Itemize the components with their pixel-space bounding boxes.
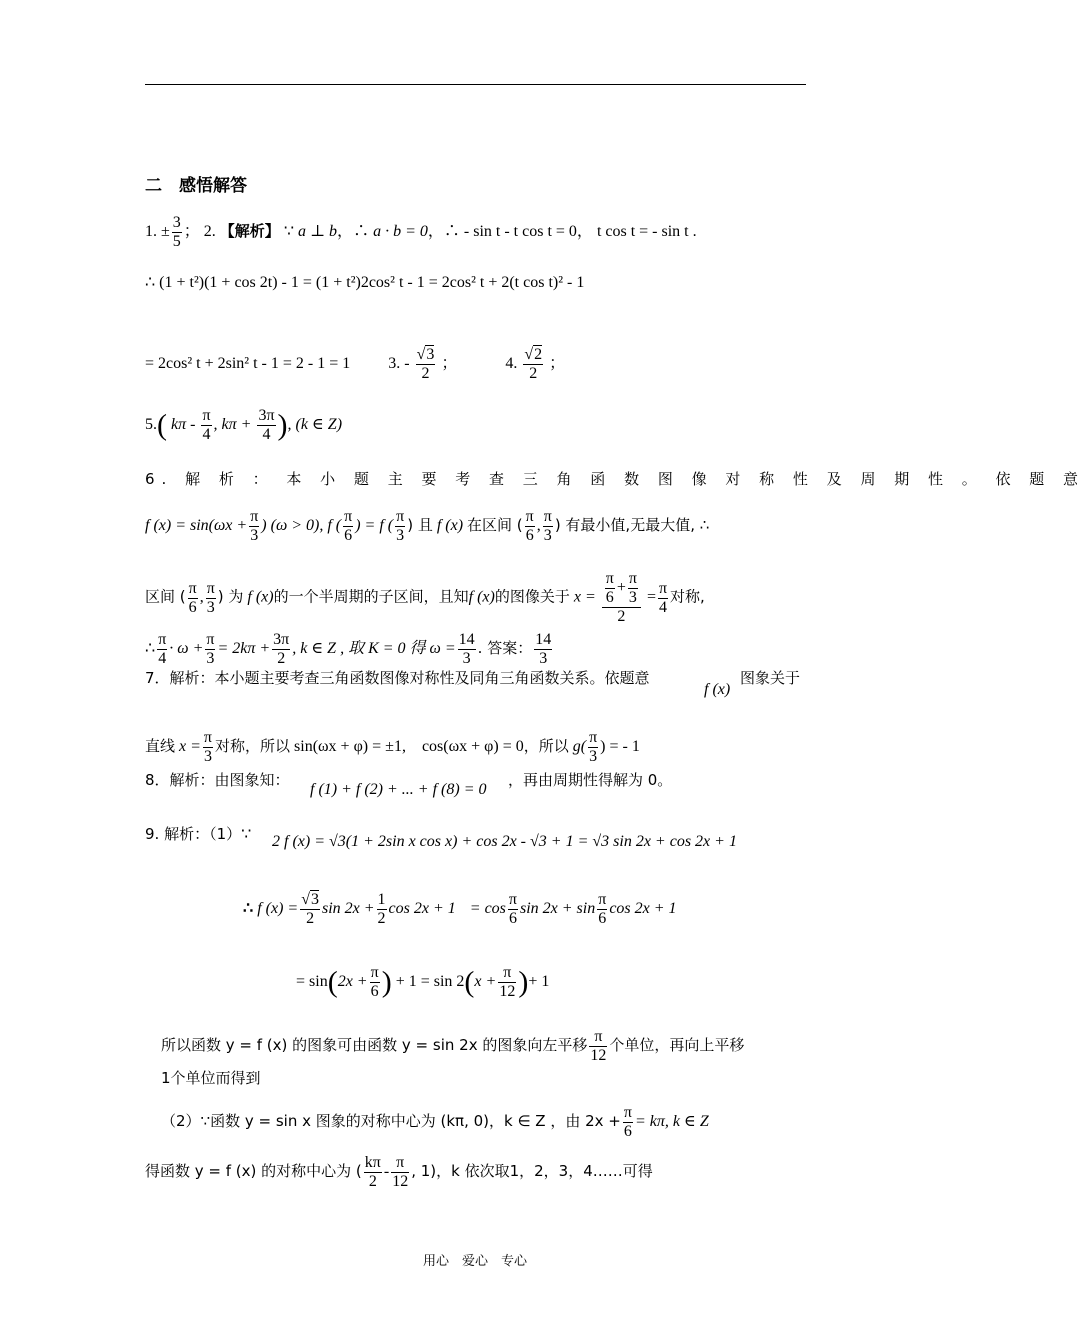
header-rule bbox=[145, 84, 806, 85]
q9-para2: 1个单位而得到 bbox=[161, 1069, 261, 1087]
q9-line2: ∴ f (x) = $\frac{√3}{2}$ sin 2x + $\frac{1}{2}$ cos 2x + 1 = cos $\frac{\pi}{6}$ sin 2x + sin $\frac{\pi}{6}$ cos 2x + 1 bbox=[243, 891, 677, 927]
q7-line2: 直线 x = $\frac{\pi}{3}$ 对称，所以 sin(ωx + φ) = ±1, cos(ωx + φ) = 0，所以 g( $\frac{\pi}{3}$ ) = - 1 bbox=[145, 729, 640, 765]
q8-tail: ，再由周期性得解为 0。 bbox=[508, 771, 673, 789]
q9-para4: 得函数 y = f (x) 的对称中心为 ( $\frac{k\pi}{2}$ - $\frac{\pi}{12}$ , 1)，k 依次取1，2，3，4……可得 bbox=[145, 1154, 653, 1190]
q9-para1: 所以函数 y = f (x) 的图象可由函数 y = sin 2x 的图象向左平移 $\frac{\pi}{12}$ 个单位，再向上平移 bbox=[161, 1028, 745, 1064]
q6-intro: 6. 解 析 ： 本 小 题 主 要 考 查 三 角 函 数 图 像 对 称 性 及 周 期 性 。 依 题 意 bbox=[145, 470, 1085, 488]
q4-answer-fraction: $\frac{√2}{2}$ bbox=[524, 346, 543, 382]
q9-intro: 9. 解析：（1）∵ bbox=[145, 825, 252, 843]
q6-line4: ∴ $\frac{\pi}{4}$ · ω + $\frac{\pi}{3}$ = 2kπ + $\frac{3\pi}{2}$ , k ∈ Z , 取 K = 0 得 ω = $\frac{14}{3}$ . 答案： $\frac{14}{3}$ bbox=[145, 631, 552, 667]
q8-eq: f (1) + f (2) + ... + f (8) = 0 bbox=[310, 781, 487, 798]
q1-answer-fraction: $\frac{3}{5}$ bbox=[172, 214, 181, 250]
q5-line: 5.( kπ - $\frac{\pi}{4}$ , kπ + $\frac{3\pi}{4}$ ), (k ∈ Z) bbox=[145, 407, 343, 443]
q2-q4-line: = 2cos² t + 2sin² t - 1 = 2 - 1 = 1 3. - $\frac{√3}{2}$ ； 4. $\frac{√2}{2}$ ； bbox=[145, 346, 566, 382]
q6-answer: $\frac{14}{3}$ bbox=[535, 631, 552, 667]
q8-line: 8．解析：由图象知： bbox=[145, 771, 290, 789]
q6-line2: f (x) = sin(ωx + $\frac{\pi}{3}$ ) (ω > 0), f ( $\frac{\pi}{6}$ ) = f ( $\frac{\pi}{3}$ ) 且 f (x) 在区间 ( $\frac{\pi}{6}$ , $\frac{\pi}{3}$ ) 有最小值,无最大值, ∴ bbox=[145, 508, 710, 544]
q7-intro: 7．解析：本小题主要考查三角函数图像对称性及同角三角函数关系。依题意 bbox=[145, 669, 650, 687]
q9-line3: = sin(2x + $\frac{\pi}{6}$ ) + 1 = sin 2(x + $\frac{\pi}{12}$ )+ 1 bbox=[296, 964, 550, 1000]
q7-fx: f (x) bbox=[704, 681, 731, 698]
section-title: 二 感悟解答 bbox=[145, 176, 247, 196]
q9-line1: 2 f (x) = √3(1 + 2sin x cos x) + cos 2x - √3 + 1 = √3 sin 2x + cos 2x + 1 bbox=[272, 833, 737, 850]
q1-q2-line: 1. ± $\frac{3}{5}$ ； 2. 【解析】 ∵ a ⊥ b，∴ a · b = 0，∴ - sin t - t cos t = 0， t cos t = - sin t . bbox=[145, 214, 697, 250]
page-footer: 用心 爱心 专心 bbox=[422, 1254, 527, 1269]
q7-intro-tail: 图象关于 bbox=[740, 669, 801, 687]
q6-line3: 区间 ( $\frac{\pi}{6}$ , $\frac{\pi}{3}$ ) 为 f (x)的一个半周期的子区间，且知f (x)的图像关于 x = $\frac{\pi}{6}$ + $\frac{\pi}{3}$ 2 = $\frac{\pi}{4}$ 对称, bbox=[145, 570, 705, 625]
q9-para3: （2）∵函数 y = sin x 图象的对称中心为 (kπ, 0)，k ∈ Z ，由 2x + $\frac{\pi}{6}$ = kπ, k ∈ Z bbox=[161, 1104, 709, 1140]
q2-line2: ∴ (1 + t²)(1 + cos 2t) - 1 = (1 + t²)2cos² t - 1 = 2cos² t + 2(t cos t)² - 1 bbox=[145, 274, 585, 291]
q3-answer-fraction: $\frac{√3}{2}$ bbox=[416, 346, 435, 382]
